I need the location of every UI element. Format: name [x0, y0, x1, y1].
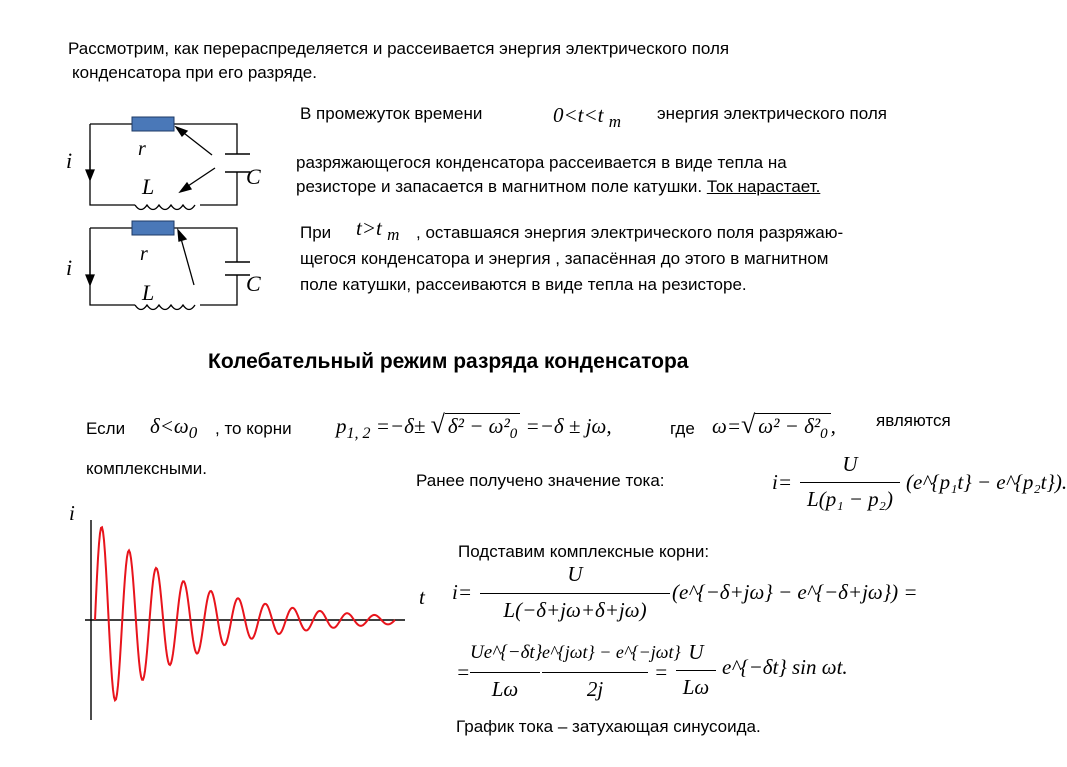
current-curve	[95, 527, 395, 700]
phase1-current-rises: Ток нарастает.	[706, 177, 821, 196]
current-label-2: i	[66, 255, 73, 280]
subst-lhs: i=	[452, 580, 473, 604]
capacitor-label-1: C	[246, 164, 261, 189]
earlier-denominator: L(p₁ − p₂)	[807, 487, 893, 511]
condition-are: являются	[876, 411, 951, 430]
phase1-line-3	[296, 176, 820, 198]
resistor-2	[132, 221, 174, 235]
sqrt-1-sub: 0	[509, 426, 518, 443]
sqrt-2-content: ω² − δ²	[758, 414, 821, 438]
phase2-formula-sub: m	[387, 225, 400, 245]
intro-line-1: Рассмотрим, как перераспределяется и рассеивается энергия электрического поля	[68, 39, 730, 58]
sqrt-symbol-2: √	[741, 410, 756, 439]
sqrt-1-content: δ² − ω²	[447, 414, 510, 438]
condition-formula-main: δ<ω	[150, 414, 189, 438]
condition-then: , то корни	[215, 419, 292, 438]
condition-formula	[150, 414, 197, 443]
subst-rhs: (e^{−δ+jω} − e^{−δ+jω}) =	[672, 580, 918, 604]
subst-row2-num3: U	[688, 640, 704, 664]
resistor-1	[132, 117, 174, 131]
subst-row2-bar1	[470, 672, 540, 673]
subst-row2-den1: Lω	[491, 677, 519, 701]
damped-current-chart	[55, 500, 435, 730]
subst-row2-bar2	[542, 672, 648, 673]
subst-denominator: L(−δ+jω+δ+jω)	[503, 598, 647, 622]
x-axis-label: t	[419, 585, 425, 609]
roots-p: p	[336, 414, 347, 438]
omega-formula: ω=√ $\omega^2 - \delta^2_0$ ,	[712, 410, 836, 443]
phase1-line-3a: резисторе и запасается в магнитном поле катушки.	[296, 177, 703, 196]
subst-row2-den3: Lω	[682, 675, 710, 699]
subst-row2-eq: =	[456, 660, 471, 684]
phase1-prefix: В промежуток времени	[300, 104, 483, 123]
phase2-formula	[356, 216, 399, 245]
roots-formula	[336, 410, 612, 443]
roots-eq2: =−δ ± jω,	[525, 414, 612, 438]
inductor-label-2: L	[142, 280, 155, 305]
earlier-fraction-bar	[800, 482, 900, 483]
sqrt-1	[445, 413, 520, 443]
condition-where: где	[670, 419, 695, 438]
subst-row2-num2: e^{jωt} − e^{−jωt}	[542, 642, 681, 662]
conclusion-text: График тока – затухающая синусоида.	[456, 717, 761, 736]
intro-line-2: конденсатора при его разряде.	[72, 63, 317, 82]
phase2-line-2: щегося конденсатора и энергия , запасённая до этого в магнитном	[300, 249, 829, 268]
condition-complex: комплексными.	[86, 459, 207, 478]
phase2-prefix: При	[300, 223, 332, 242]
substitute-text: Подставим комплексные корни:	[458, 542, 710, 561]
current-label-1: i	[66, 148, 73, 173]
earlier-lhs: i=	[772, 470, 793, 494]
condition-if: Если	[86, 419, 126, 438]
subst-row2-num1: Ue^{−δt}	[470, 642, 543, 663]
subst-row2-bar3	[676, 670, 716, 671]
phase2-line-3: поле катушки, рассеиваются в виде тепла на резисторе.	[300, 275, 747, 294]
phase1-line-2: разряжающегося конденсатора рассеивается в виде тепла на	[296, 153, 787, 172]
condition-formula-sub: 0	[188, 423, 198, 443]
section-title: Колебательный режим разряда конденсатора	[208, 350, 689, 373]
earlier-numerator: U	[842, 452, 858, 476]
circuit-1	[86, 124, 250, 210]
capacitor-label-2: C	[246, 271, 261, 296]
phase2-formula-main: t>t	[356, 216, 382, 240]
resistor-label-1: r	[138, 138, 146, 160]
y-axis-label: i	[69, 501, 75, 525]
phase1-formula-sub: m	[608, 112, 622, 132]
roots-eq1: =−δ±	[375, 414, 426, 438]
earlier-text: Ранее получено значение тока:	[416, 471, 665, 490]
sqrt-symbol-1: √	[430, 410, 445, 439]
subst-row2-eq2: =	[654, 660, 669, 684]
roots-sub: 1, 2	[346, 425, 371, 443]
phase1-suffix: энергия электрического поля	[657, 104, 887, 123]
subst-fraction-bar	[480, 593, 670, 594]
phase1-formula-main: 0<t<t	[553, 103, 604, 127]
resistor-label-2: r	[140, 243, 148, 265]
phase2-line-1: , оставшаяся энергия электрического поля разряжаю-	[416, 223, 844, 242]
subst-numerator: U	[567, 562, 583, 586]
subst-row2-den2: 2j	[586, 677, 604, 701]
earlier-rhs: (e^{p₁t} − e^{p₂t}).	[906, 470, 1067, 494]
circuit-2	[86, 228, 250, 310]
inductor-label-1: L	[142, 174, 155, 199]
phase1-formula	[553, 103, 621, 132]
omega-eq: ω=	[712, 414, 741, 438]
sqrt-2-sub: 0	[820, 426, 828, 443]
subst-row2-tail: e^{−δt} sin ωt.	[722, 655, 848, 679]
